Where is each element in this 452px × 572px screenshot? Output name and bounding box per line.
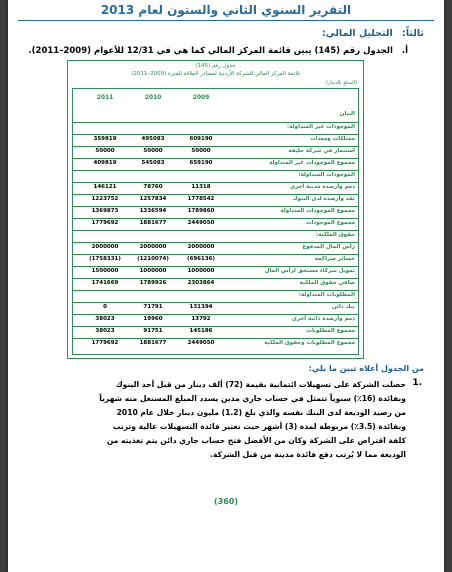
cell-value-2010: 545083 (141, 160, 165, 166)
cell-value-2009: 2449050 (187, 220, 215, 226)
section-title: التحليل المالي: (321, 28, 393, 39)
cell-value-2011: 1741669 (91, 280, 119, 286)
cell-value-2011: 359819 (93, 136, 117, 142)
cell-value-2009: 2449050 (187, 340, 215, 346)
cell-value-2011: 409819 (93, 160, 117, 166)
table-row (73, 134, 358, 144)
cell-value-2010: 1336594 (139, 208, 167, 214)
row-label: مجموع المطلوبات وحقوق الملكية (264, 340, 355, 346)
paragraph-line: حصلت الشركة على تسهيلات ائتمانية بقيمة (72) ألف دينار من قبل أحد البنوك (115, 380, 406, 389)
table-label-header-row (73, 110, 358, 119)
cell-value-2009: 145186 (189, 328, 213, 334)
table-row (73, 278, 358, 288)
row-label: خسائر متراكمة (314, 256, 355, 262)
subsection-line (28, 46, 408, 56)
table-row (73, 158, 358, 168)
year-header-2010: 2010 (144, 94, 162, 101)
cell-value-2010: 50000 (143, 148, 163, 154)
cell-value-2010: 71791 (143, 304, 163, 310)
cell-value-2010: 495083 (141, 136, 165, 142)
cell-value-2009: 609190 (189, 136, 213, 142)
cell-value-2011: 1223752 (91, 196, 119, 202)
cell-value-2011: 146121 (93, 184, 117, 190)
paragraph-line: من رصيد الوديعة لدى البنك نفسه والذي بلغ (1.2) مليون دينار خلال عام 2010 (116, 408, 406, 417)
cell-value-2009: 1778542 (187, 196, 215, 202)
cell-value-2010: 2000000 (139, 244, 167, 250)
label-column-header: البيان (339, 111, 355, 117)
table-caption-title: قائمة المركز المالي للشركة الأردنية لمصادر الطاقة للفترة (2009–2011) (131, 71, 300, 77)
table-row (73, 314, 358, 324)
row-label: ذمم وأرصدة مدينة أخرى (289, 184, 355, 190)
financial-position-table (67, 60, 364, 359)
cell-value-2011: 38023 (95, 316, 115, 322)
paragraph-line: الوديعة مما لا يُرتب دفع فائدة مدينة من قبل الشركة. (210, 450, 406, 459)
subsection-text: الجدول رقم (145) يبين قائمة المركز المالي كما هي في 12/31 للأعوام (2009–2011). (28, 46, 393, 56)
cell-value-2009: 2303864 (187, 280, 215, 286)
year-header-2011: 2011 (96, 94, 114, 101)
section-heading (322, 28, 424, 39)
row-label: مجموع الموجودات المتداولة (280, 208, 355, 214)
cell-value-2011: 50000 (95, 148, 115, 154)
table-caption-number: جدول رقم (145) (195, 63, 236, 69)
table-grid (72, 88, 359, 355)
table-row (73, 194, 358, 204)
paragraph-line: كلفة اقتراض على الشركة وكان من الأفضل فتح حساب جاري دائن يتم تغذيته من (106, 436, 406, 445)
cell-value-2009: 2000000 (187, 244, 215, 250)
table-row (73, 182, 358, 192)
section-number: ثالثاً: (402, 28, 424, 39)
table-row (73, 146, 358, 156)
cell-value-2009: 13792 (191, 316, 211, 322)
cell-value-2010: 78760 (143, 184, 163, 190)
cell-value-2011: 1779692 (91, 220, 119, 226)
table-row (73, 218, 358, 228)
row-label: مجموع الموجودات (306, 220, 355, 226)
row-label: ذمم وأرصدة دائنة أخرى (291, 316, 355, 322)
cell-value-2010: 1257834 (139, 196, 167, 202)
cell-value-2011: 38023 (95, 328, 115, 334)
report-header-title: التقرير السنوي الثاني والستون لعام 2013 (100, 3, 352, 17)
cell-value-2010: 1789926 (139, 280, 167, 286)
row-label: تمويل شركاء مستحق لرأس المال (264, 268, 355, 274)
cell-value-2009: 1000000 (187, 268, 215, 274)
paragraph-line: وبفائدة (3.5٪) مربوطة لمدة (3) أشهر حيث تعتبر فائدة التسهيلات عالية وترتب (112, 422, 406, 431)
cell-value-2011: (1758331) (89, 256, 121, 262)
row-label: المطلوبات المتداولة: (298, 292, 355, 298)
table-row (73, 266, 358, 276)
cell-value-2011: 2000000 (91, 244, 119, 250)
finding-item-number: 1. (412, 378, 422, 388)
table-section-row (73, 290, 358, 300)
cell-value-2009: 659190 (189, 160, 213, 166)
table-row (73, 254, 358, 264)
table-row (73, 302, 358, 312)
page-number: (360) (213, 497, 238, 506)
row-label: ممتلكات ومعدات (310, 136, 355, 142)
row-label: الموجودات المتداولة: (298, 172, 355, 178)
row-label: بنك دائن (331, 304, 355, 310)
table-row (73, 338, 358, 348)
table-row (73, 206, 358, 216)
table-section-row (73, 230, 358, 240)
subsection-letter: أ. (401, 46, 408, 56)
findings-heading: من الجدول أعلاه تبين ما يلي: (308, 364, 424, 373)
cell-value-2011: 0 (103, 304, 107, 310)
row-label: حقوق الملكية: (315, 232, 355, 238)
cell-value-2010: 1881677 (139, 220, 167, 226)
row-label: نقد وأرصدة لدى البنوك (292, 196, 355, 202)
header-divider (18, 20, 434, 21)
cell-value-2011: 1369873 (91, 208, 119, 214)
cell-value-2009: 11318 (191, 184, 211, 190)
row-label: صافي حقوق الملكية (299, 280, 355, 286)
row-label: استثمار في شركة حليفة (288, 148, 355, 154)
report-page (8, 0, 444, 572)
cell-value-2011: 1779692 (91, 340, 119, 346)
row-label: مجموع الموجودات غير المتداولة (269, 160, 355, 166)
row-label: الموجودات غير المتداولة: (287, 124, 355, 130)
cell-value-2010: 1881677 (139, 340, 167, 346)
row-label: مجموع المطلوبات (306, 328, 355, 334)
cell-value-2010: 1000000 (139, 268, 167, 274)
cell-value-2009: 50000 (191, 148, 211, 154)
cell-value-2010: 19960 (143, 316, 163, 322)
cell-value-2010: 91751 (143, 328, 163, 334)
cell-value-2011: 1500000 (91, 268, 119, 274)
cell-value-2010: (1210074) (137, 256, 169, 262)
table-unit-note: (المبلغ بالدينار) (325, 80, 357, 86)
table-row (73, 242, 358, 252)
paragraph-line: وبفائدة (16٪) سنوياً تتمثل في حساب جاري مدين يسدد المبلغ المستغل منه شهرياً (99, 394, 406, 403)
year-header-2009: 2009 (192, 94, 210, 101)
table-section-row (73, 170, 358, 180)
cell-value-2009: 131394 (189, 304, 213, 310)
table-row (73, 326, 358, 336)
cell-value-2009: 1789860 (187, 208, 215, 214)
table-section-row (73, 122, 358, 132)
finding-paragraph (61, 378, 406, 462)
cell-value-2009: (696136) (187, 256, 215, 262)
row-label: رأس المال المدفوع (302, 244, 355, 250)
